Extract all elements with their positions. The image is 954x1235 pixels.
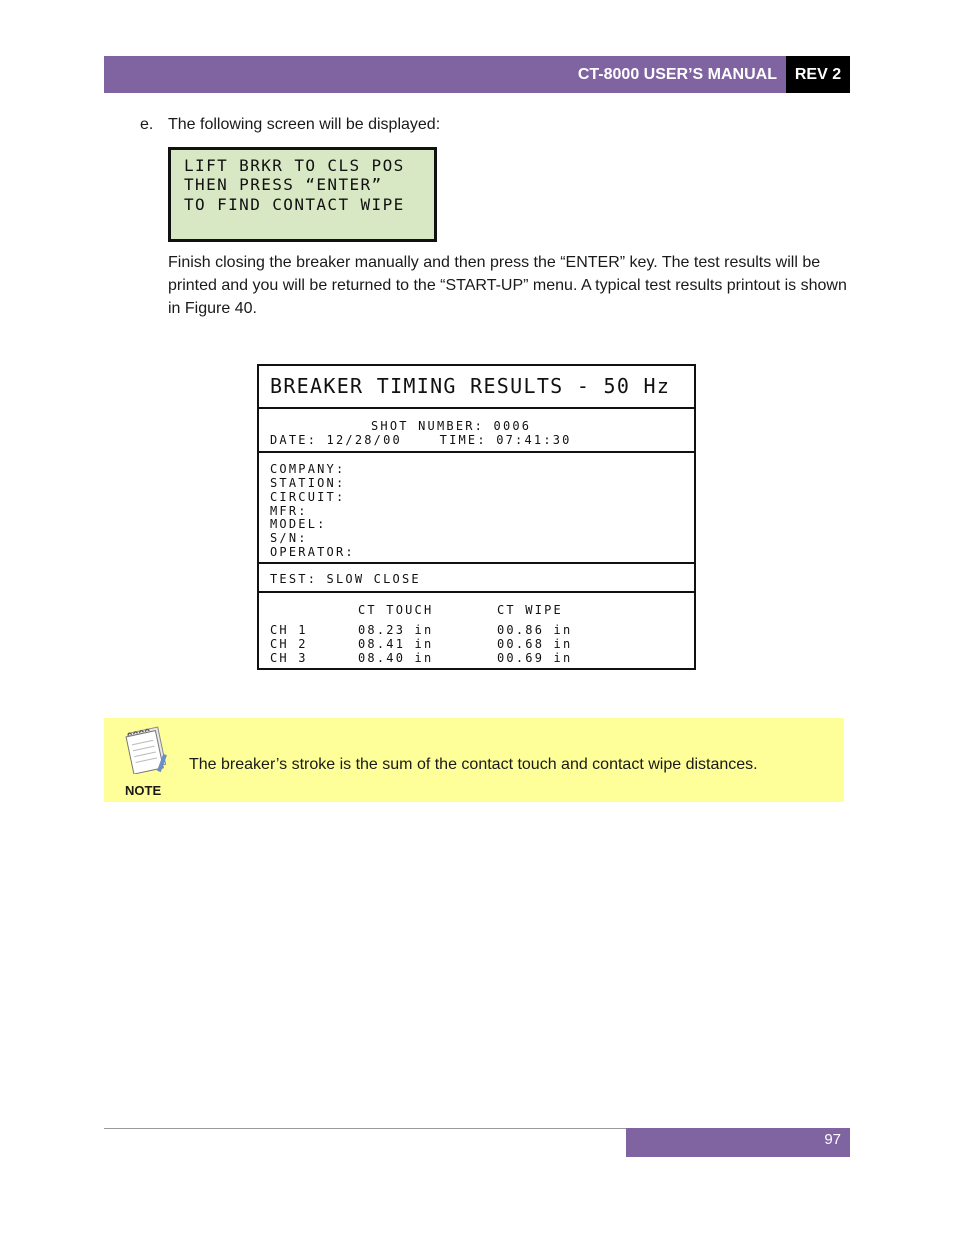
info-mfr: MFR: [270,504,308,518]
row-wipe: 00.68 in [497,637,573,651]
printout-title-section [259,366,694,409]
lcd-line: TO FIND CONTACT WIPE [184,195,405,214]
printout-info-section [259,453,694,564]
column-header-touch: CT TOUCH [358,603,434,617]
row-wipe: 00.69 in [497,651,573,665]
lcd-line: THEN PRESS “ENTER” [184,175,383,194]
printout-title: BREAKER TIMING RESULTS - 50 Hz [270,374,671,398]
info-company: COMPANY: [270,462,346,476]
page-number-box [626,1128,850,1157]
manual-title: CT-8000 USER’S MANUAL [577,66,777,83]
step-label: e. [140,116,154,133]
test-type: TEST: SLOW CLOSE [270,572,421,586]
info-serial: S/N: [270,531,308,545]
row-channel: CH 1 [270,623,308,637]
row-channel: CH 2 [270,637,308,651]
row-touch: 08.23 in [358,623,434,637]
note-text: The breaker’s stroke is the sum of the contact touch and contact wipe distances. [189,756,758,773]
shot-number: SHOT NUMBER: 0006 [371,419,532,433]
info-operator: OPERATOR: [270,545,355,559]
note-label: NOTE [125,783,162,798]
printout-results-section [259,593,694,668]
instruction-paragraph: Finish closing the breaker manually and then press the “ENTER” key. The test results will be printed and you will be returned to the “START-UP” menu. A typical test results printout is shown in Figure 40. [168,254,847,317]
row-channel: CH 3 [270,651,308,665]
results-printout [257,364,696,670]
printout-shot-section [259,409,694,453]
lcd-line: LIFT BRKR TO CLS POS [184,156,405,175]
notepad-icon [118,724,174,774]
footer-rule [104,1128,626,1129]
row-touch: 08.40 in [358,651,434,665]
date-time: DATE: 12/28/00 TIME: 07:41:30 [270,433,572,447]
info-model: MODEL: [270,517,327,531]
page-number: 97 [824,1131,841,1148]
info-circuit: CIRCUIT: [270,490,346,504]
info-station: STATION: [270,476,346,490]
column-header-wipe: CT WIPE [497,603,563,617]
step-text: The following screen will be displayed: [168,116,441,133]
printout-test-section [259,564,694,593]
lcd-screen [168,147,437,242]
row-touch: 08.41 in [358,637,434,651]
row-wipe: 00.86 in [497,623,573,637]
header-bar [104,56,786,93]
note-box [104,718,844,802]
revision-badge: REV 2 [786,56,850,93]
